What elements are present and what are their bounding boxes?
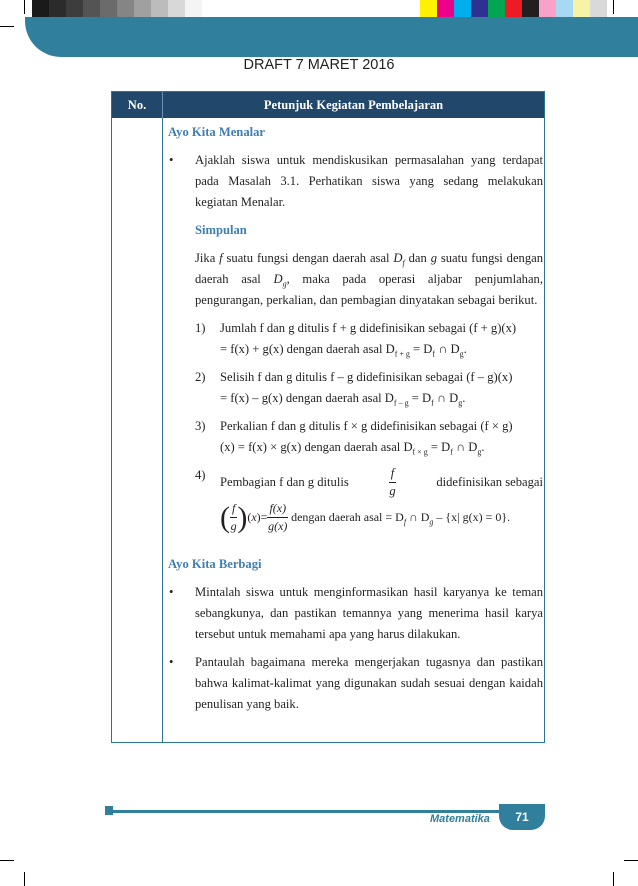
color-swatch [522,0,539,17]
list-item: • Pantaulah bagaimana mereka mengerjakan tugasnya dan pastikan bahwa kalimat-kalimat yang digunakan sudah sesuai dengan kaidah penulisan yang baik. [168,652,543,715]
column-header-no: No. [127,98,147,112]
crop-mark [613,0,614,14]
section-heading-simpulan: Simpulan [195,223,247,237]
page-number: 71 [515,810,529,824]
bullet-icon: • [169,153,174,167]
color-swatch [590,0,607,17]
header-band [25,17,638,57]
color-swatch [488,0,505,17]
color-swatch [32,0,49,17]
fraction-f-over-g: $\frac{f}{g}$ [389,466,396,498]
color-swatch [117,0,134,17]
section-heading-menalar: Ayo Kita Menalar [168,125,265,139]
footer-subject: Matematika [430,813,490,825]
crop-mark [0,860,14,861]
crop-mark [24,0,25,14]
bullet-icon: • [169,655,174,669]
list-item: 1) Jumlah f dan g ditulis f + g didefinisikan sebagai (f + g)(x) = f(x) + g(x) dengan daerah asal $D_{f + g} = D_f$ ∩ $D_g$. [195,321,517,359]
process-color-bar [420,0,607,17]
table-header [112,92,544,118]
list-item: 2) Selisih f dan g ditulis f – g didefinisikan sebagai (f – g)(x) = f(x) – g(x) dengan daerah asal $D_{f - g} = D_f$ ∩ $D_g$. [195,370,513,408]
division-formula: ( $\frac{f}{g}$ ) (x) = $\frac{f(x)}{g(x)}$ dengan daerah asal = $D_f$ ∩ $D_g - \{x|$ g(x) = 0}. [220,501,511,534]
definition-list [168,318,543,458]
color-swatch [437,0,454,17]
color-swatch [573,0,590,17]
color-swatch [454,0,471,17]
color-swatch [420,0,437,17]
color-swatch [471,0,488,17]
color-swatch [151,0,168,17]
color-swatch [185,0,202,17]
list-item: 4) Pembagian f dan g ditulis $\frac{f}{g}$ didefinisikan sebagai ( $\frac{f}{g}$ ) (x) = $\frac{f(x)}{g(x)}$ dengan daerah asal = $D_f$ ∩ $D_g - \{x|$ g(x) = 0}. [195,466,543,534]
bullet-icon: • [169,585,174,599]
draft-label: DRAFT 7 MARET 2016 [243,57,395,73]
list-item: 3) Perkalian f dan g ditulis f × g didefinisikan sebagai (f × g) (x) = f(x) × g(x) dengan daerah asal $D_{f \times g} = D_f$ ∩ $D_g$. [195,419,513,457]
list-item [168,150,543,213]
crop-mark [24,872,25,886]
color-swatch [100,0,117,17]
color-swatch [134,0,151,17]
color-swatch [49,0,66,17]
section-heading-berbagi: Ayo Kita Berbagi [168,557,262,571]
color-swatch [539,0,556,17]
column-divider [162,118,163,742]
division-intro: Pembagian f dan g ditulis $\frac{f}{g}$ didefinisikan sebagai [220,466,543,498]
color-swatch [83,0,100,17]
color-swatch [556,0,573,17]
crop-mark [0,26,14,27]
bullet-text: Ajaklah siswa untuk mendiskusikan permasalahan yang terdapat pada Masalah 3.1. Perhatikan siswa yang sedang melakukan kegiatan Menalar. [195,153,543,209]
list-item: • Mintalah siswa untuk menginformasikan hasil karyanya ke teman sebangkunya, dan pastikan temannya yang menerima hasil karya tersebut untuk memahami apa yang harus dilakukan. [168,582,543,645]
color-swatch [168,0,185,17]
color-swatch [505,0,522,17]
table-cell-content [168,122,543,715]
color-swatch [66,0,83,17]
crop-mark [613,872,614,886]
column-header-main: Petunjuk Kegiatan Pembelajaran [263,98,444,112]
fraction-fx-over-gx: $\frac{f(x)}{g(x)}$ [268,501,288,533]
gray-color-bar [32,0,202,17]
crop-mark [624,860,638,861]
simpulan-paragraph: Jika f suatu fungsi dengan daerah asal $D_f$ dan g suatu fungsi dengan daerah asal $D_g$, maka pada operasi aljabar penjumlahan, pengurangan, perkalian, dan pembagian dinyatakan sebagai berikut. [195,251,544,307]
